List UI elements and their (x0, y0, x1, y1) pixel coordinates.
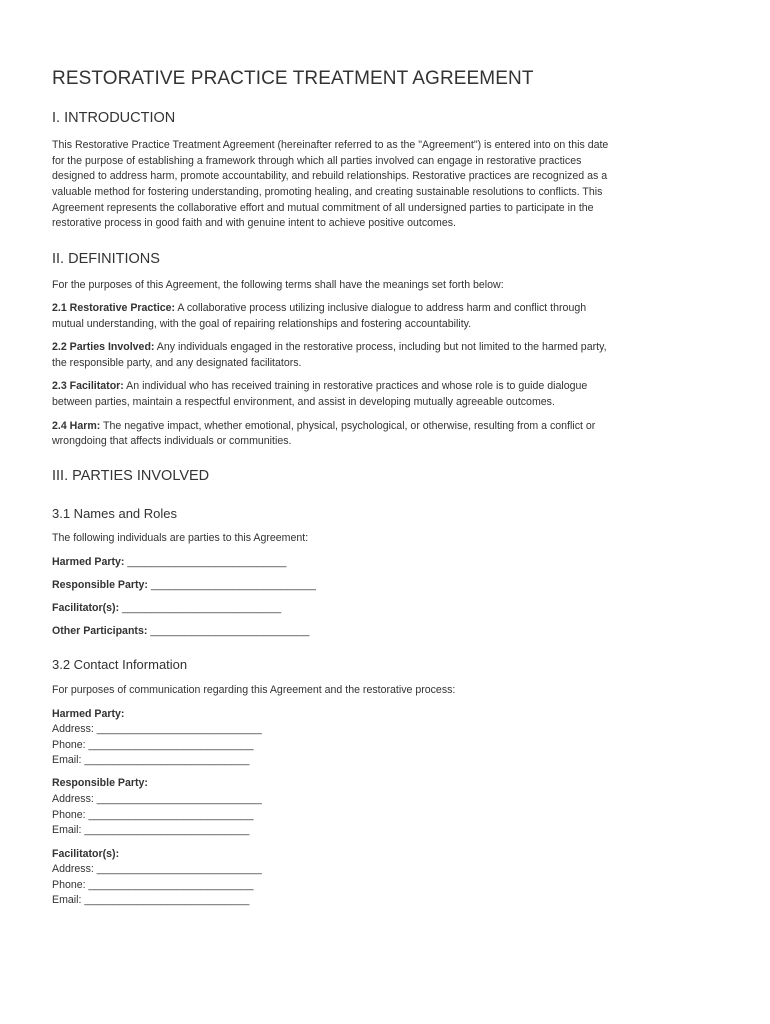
definition-restorative-practice (52, 301, 586, 317)
party-row-facilitator (52, 601, 281, 617)
document-title: RESTORATIVE PRACTICE TREATMENT AGREEMENT (52, 68, 534, 89)
contact-phone-field[interactable]: Phone: ____________________________ (52, 879, 254, 891)
party-label: Other Participants: (52, 625, 148, 637)
fill-in-blank[interactable]: ___________________________ (147, 625, 310, 637)
intro-line-2: for the purpose of establishing a framework through which all parties involved can engage in restorative practices (52, 155, 582, 167)
definition-facilitator (52, 379, 587, 395)
definition-harm-cont: wrongdoing that affects individuals or communities. (52, 435, 292, 447)
party-row-harmed (52, 555, 286, 571)
contact-lead: For purposes of communication regarding this Agreement and the restorative process: (52, 684, 456, 696)
fill-in-blank[interactable]: ____________________________ (147, 579, 316, 591)
definition-text: An individual who has received training in restorative practices and whose role is to guide dialogue (123, 380, 588, 392)
party-label: Facilitator(s): (52, 602, 120, 614)
section-heading-parties-involved: III. PARTIES INVOLVED (52, 468, 210, 484)
contact-group-label-harmed: Harmed Party: (52, 708, 125, 720)
definition-parties-involved-cont: the responsible party, and any designated facilitators. (52, 357, 302, 369)
contact-phone-field[interactable]: Phone: ____________________________ (52, 739, 254, 751)
subsection-heading-contact-information: 3.2 Contact Information (52, 657, 188, 672)
definition-term: 2.3 Facilitator: (52, 380, 124, 392)
contact-address-field[interactable]: Address: ____________________________ (52, 863, 262, 875)
contact-email-field[interactable]: Email: ____________________________ (52, 824, 250, 836)
fill-in-blank[interactable]: ___________________________ (124, 556, 287, 568)
contact-group-label-responsible: Responsible Party: (52, 777, 148, 789)
party-label: Responsible Party: (52, 579, 148, 591)
contact-address-field[interactable]: Address: ____________________________ (52, 723, 262, 735)
definition-parties-involved (52, 340, 607, 356)
contact-phone-field[interactable]: Phone: ____________________________ (52, 809, 254, 821)
definition-facilitator-cont: between parties, maintain a respectful environment, and assist in developing mutually agreeable outcomes. (52, 396, 555, 408)
names-roles-lead: The following individuals are parties to this Agreement: (52, 532, 309, 544)
contact-email-field[interactable]: Email: ____________________________ (52, 894, 250, 906)
subsection-heading-names-roles: 3.1 Names and Roles (52, 506, 178, 521)
party-row-responsible (52, 578, 316, 594)
definition-text: Any individuals engaged in the restorative process, including but not limited to the harmed party, (154, 341, 607, 353)
fill-in-blank[interactable]: ___________________________ (119, 602, 282, 614)
party-label: Harmed Party: (52, 556, 125, 568)
section-heading-definitions: II. DEFINITIONS (52, 251, 160, 267)
contact-address-field[interactable]: Address: ____________________________ (52, 793, 262, 805)
party-row-other (52, 624, 309, 640)
definition-term: 2.2 Parties Involved: (52, 341, 155, 353)
definition-text: A collaborative process utilizing inclusive dialogue to address harm and conflict through (175, 302, 587, 314)
intro-line-1: This Restorative Practice Treatment Agreement (hereinafter referred to as the "Agreement") is entered into on this date (52, 139, 609, 151)
intro-line-4: valuable method for fostering understanding, promoting healing, and creating sustainable resolutions to conflicts. This (52, 186, 603, 198)
contact-email-field[interactable]: Email: ____________________________ (52, 754, 250, 766)
definition-restorative-practice-cont: mutual understanding, with the goal of repairing relationships and fostering accountability. (52, 318, 472, 330)
definition-harm (52, 419, 595, 435)
intro-line-6: restorative process in good faith and with genuine intent to achieve positive outcomes. (52, 217, 456, 229)
definitions-lead: For the purposes of this Agreement, the following terms shall have the meanings set forth below: (52, 279, 504, 291)
intro-line-5: Agreement represents the collaborative effort and mutual commitment of all undersigned parties to participate in the (52, 202, 594, 214)
definition-term: 2.1 Restorative Practice: (52, 302, 176, 314)
contact-group-label-facilitator: Facilitator(s): (52, 848, 120, 860)
section-heading-introduction: I. INTRODUCTION (52, 110, 176, 126)
definition-term: 2.4 Harm: (52, 420, 101, 432)
intro-line-3: designed to address harm, promote accountability, and rebuild relationships. Restorative practices are recognized as a (52, 170, 608, 182)
definition-text: The negative impact, whether emotional, physical, psychological, or otherwise, resulting from a conflict or (100, 420, 596, 432)
